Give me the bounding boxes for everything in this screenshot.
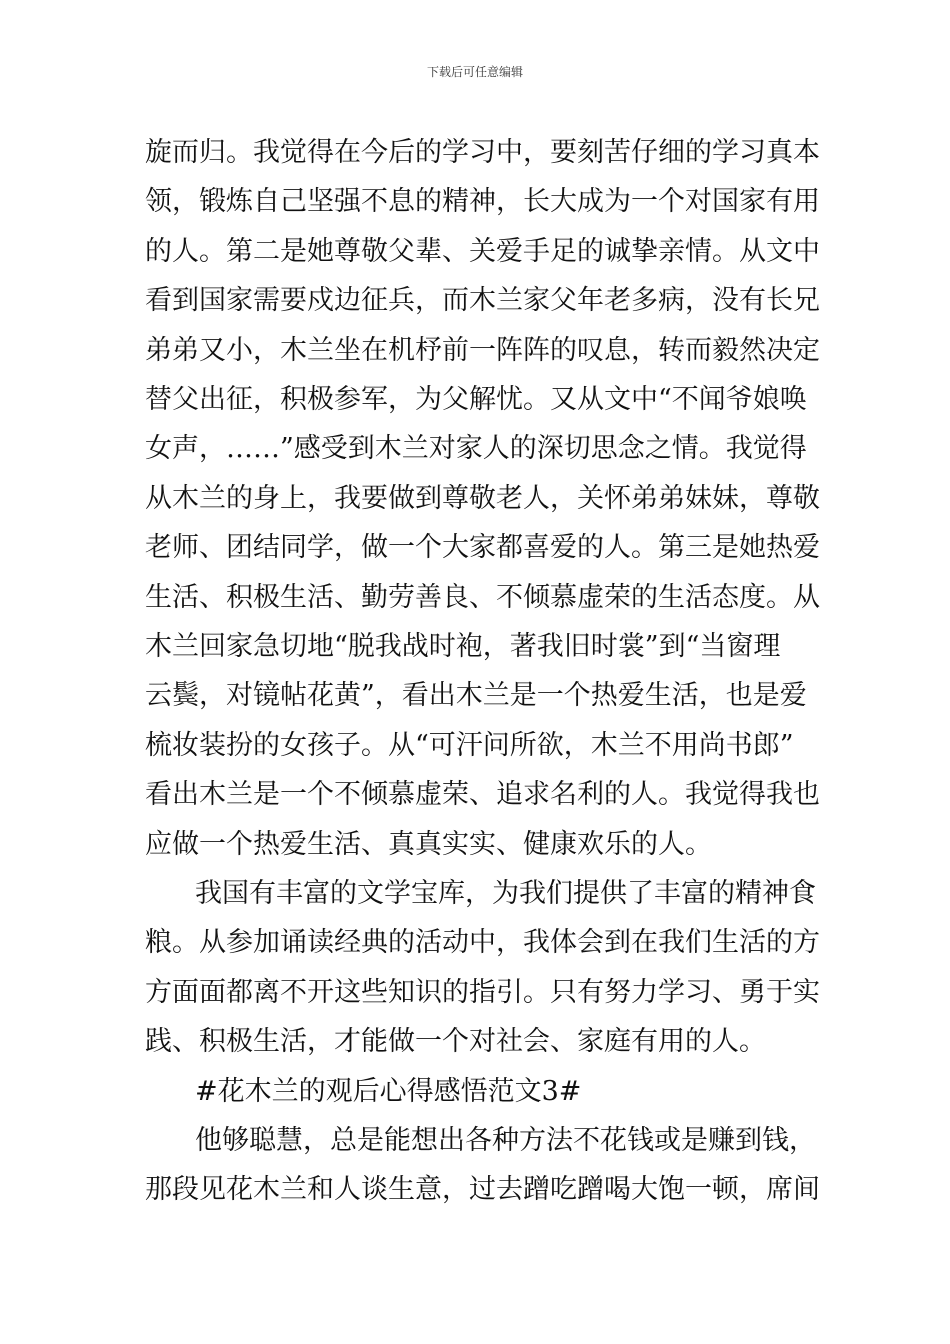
- text-line: 生活、积极生活、勤劳善良、不倾慕虚荣的生活态度。从: [145, 581, 820, 613]
- text-line: 方面面都离不开这些知识的指引。只有努力学习、勇于实: [145, 976, 820, 1008]
- text-line: 女声，……”感受到木兰对家人的深切思念之情。我觉得: [145, 433, 807, 465]
- text-line: 替父出征，积极参军，为父解忧。又从文中“不闻爷娘唤: [145, 384, 807, 415]
- text-line: 应做一个热爱生活、真真实实、健康欢乐的人。: [145, 828, 712, 860]
- text-line: 从木兰的身上，我要做到尊敬老人，关怀弟弟妹妹，尊敬: [145, 482, 820, 514]
- text-line: 弟弟又小，木兰坐在机杼前一阵阵的叹息，转而毅然决定: [145, 334, 820, 366]
- text-line: 木兰回家急切地“脱我战时袍，著我旧时裳”到“当窗理: [145, 631, 781, 662]
- text-line: 老师、团结同学，做一个大家都喜爱的人。第三是她热爱: [145, 532, 820, 564]
- text-line: 那段见花木兰和人谈生意，过去蹭吃蹭喝大饱一顿，席间: [145, 1174, 820, 1206]
- page-header: 下载后可任意编辑: [426, 65, 523, 79]
- paragraph-start-line: 我国有丰富的文学宝库，为我们提供了丰富的精神食: [195, 878, 816, 909]
- text-line: 旋而归。我觉得在今后的学习中，要刻苦仔细的学习真本: [145, 137, 820, 168]
- text-line: 的人。第二是她尊敬父辈、关爱手足的诚挚亲情。从文中: [145, 235, 820, 267]
- paragraph-start-line: #花木兰的观后心得感悟范文3#: [195, 1075, 582, 1107]
- text-line: 云鬓，对镜帖花黄”，看出木兰是一个热爱生活，也是爱: [145, 680, 807, 712]
- text-line: 看到国家需要戍边征兵，而木兰家父年老多病，没有长兄: [145, 285, 820, 317]
- text-line: 践、积极生活，才能做一个对社会、家庭有用的人。: [145, 1026, 766, 1058]
- text-line: 梳妆装扮的女孩子。从“可汗问所欲，木兰不用尚书郎”: [145, 729, 794, 761]
- text-line: 粮。从参加诵读经典的活动中，我体会到在我们生活的方: [145, 927, 820, 959]
- text-line: 领，锻炼自己坚强不息的精神，长大成为一个对国家有用: [145, 186, 820, 218]
- text-line: 看出木兰是一个不倾慕虚荣、追求名利的人。我觉得我也: [145, 779, 820, 811]
- paragraph-start-line: 他够聪慧，总是能想出各种方法不花钱或是赚到钱，: [195, 1125, 816, 1156]
